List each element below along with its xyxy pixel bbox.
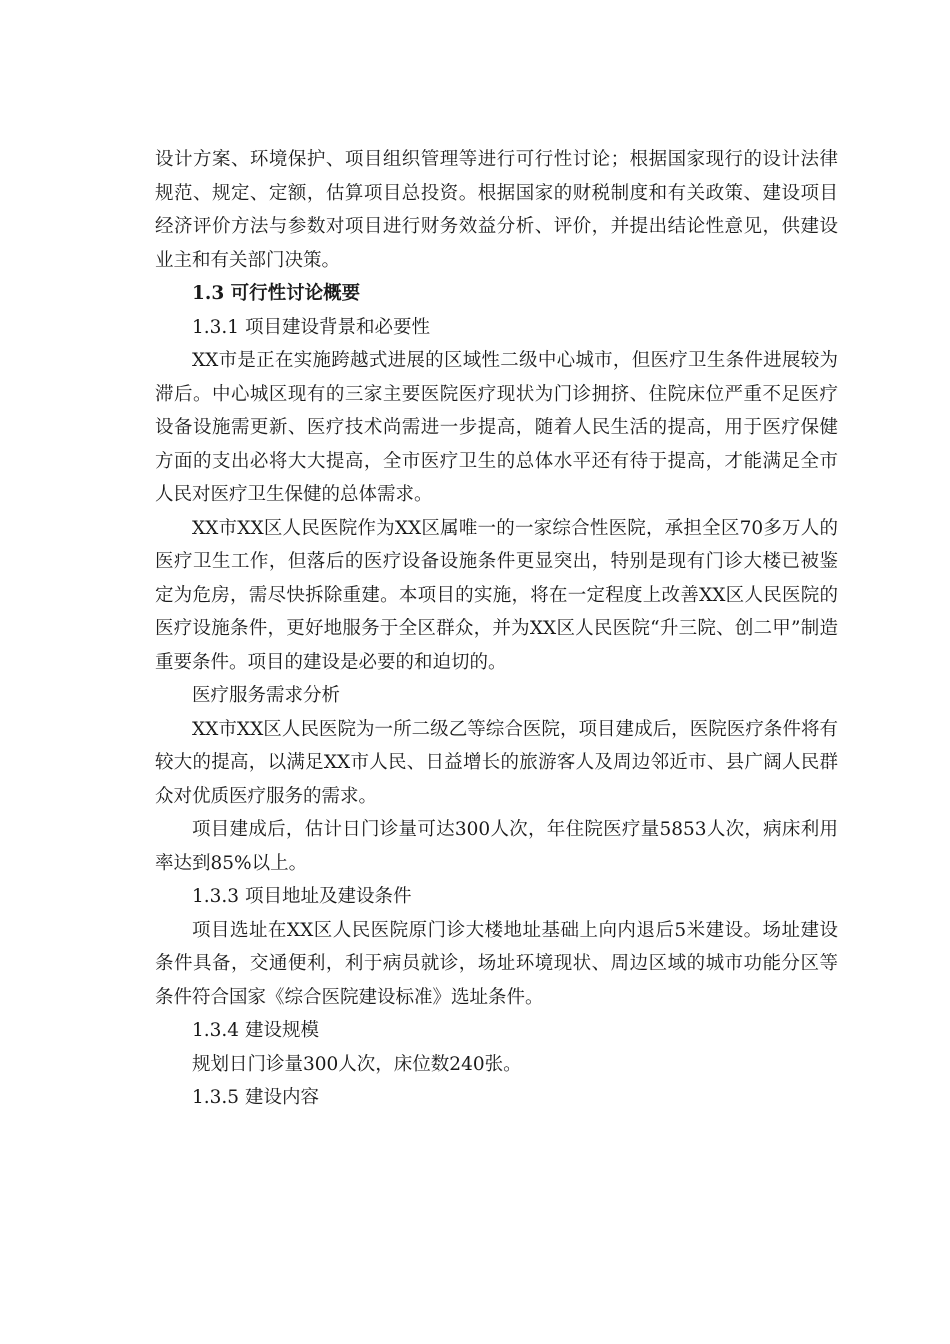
subsection-heading-1-3-4: 1.3.4 建设规模 xyxy=(192,1020,319,1041)
subsection-heading-1-3-3: 1.3.3 项目地址及建设条件 xyxy=(192,886,412,907)
paragraph-site-conditions: 项目选址在XX区人民医院原门诊大楼地址基础上向内退后5米建设。场址建设条件具备，交通便利，利于病员就诊，场址环境现状、周边区域的城市功能分区等条件符合国家《综合医院建设标准》选址条件。 xyxy=(155,919,838,1008)
paragraph-hospital-necessity: XX市XX区人民医院作为XX区属唯一的一家综合性医院，承担全区70多万人的医疗卫生工作，但落后的医疗设备设施条件更显突出，特别是现有门诊大楼已被鉴定为危房，需尽快拆除重建。本项目的实施，将在一定程度上改善XX区人民医院的医疗设施条件，更好地服务于全区群众，并为XX区人民医院“升三院、创二甲”制造重要条件。项目的建设是必要的和迫切的。 xyxy=(155,517,838,673)
paragraph-demand-estimate: 项目建成后，估计日门诊量可达300人次，年住院医疗量5853人次，病床利用率达到85%以上。 xyxy=(155,819,838,874)
paragraph-city-background: XX市是正在实施跨越式进展的区域性二级中心城市，但医疗卫生条件进展较为滞后。中心城区现有的三家主要医院医疗现状为门诊拥挤、住院床位严重不足医疗设备设施需更新、医疗技术尚需进一步提高，随着人民生活的提高，用于医疗保健方面的支出必将大大提高，全市医疗卫生的总体水平还有待于提高，才能满足全市人民对医疗卫生保健的总体需求。 xyxy=(155,350,838,505)
subsection-heading-demand: 医疗服务需求分析 xyxy=(192,685,341,706)
document-page xyxy=(155,143,838,1115)
section-heading-1-3: 1.3 可行性讨论概要 xyxy=(192,283,361,304)
paragraph-intro-continued: 设计方案、环境保护、项目组织管理等进行可行性讨论；根据国家现行的设计法律规范、规定、定额，估算项目总投资。根据国家的财税制度和有关政策、建设项目经济评价方法与参数对项目进行财务效益分析、评价，并提出结论性意见，供建设业主和有关部门决策。 xyxy=(155,149,838,271)
paragraph-demand-analysis: XX市XX区人民医院为一所二级乙等综合医院，项目建成后，医院医疗条件将有较大的提高，以满足XX市人民、日益增长的旅游客人及周边邻近市、县广阔人民群众对优质医疗服务的需求。 xyxy=(155,718,838,807)
paragraph-scale: 规划日门诊量300人次，床位数240张。 xyxy=(192,1053,522,1075)
subsection-heading-1-3-1: 1.3.1 项目建设背景和必要性 xyxy=(192,316,430,338)
subsection-heading-1-3-5: 1.3.5 建设内容 xyxy=(192,1087,319,1108)
